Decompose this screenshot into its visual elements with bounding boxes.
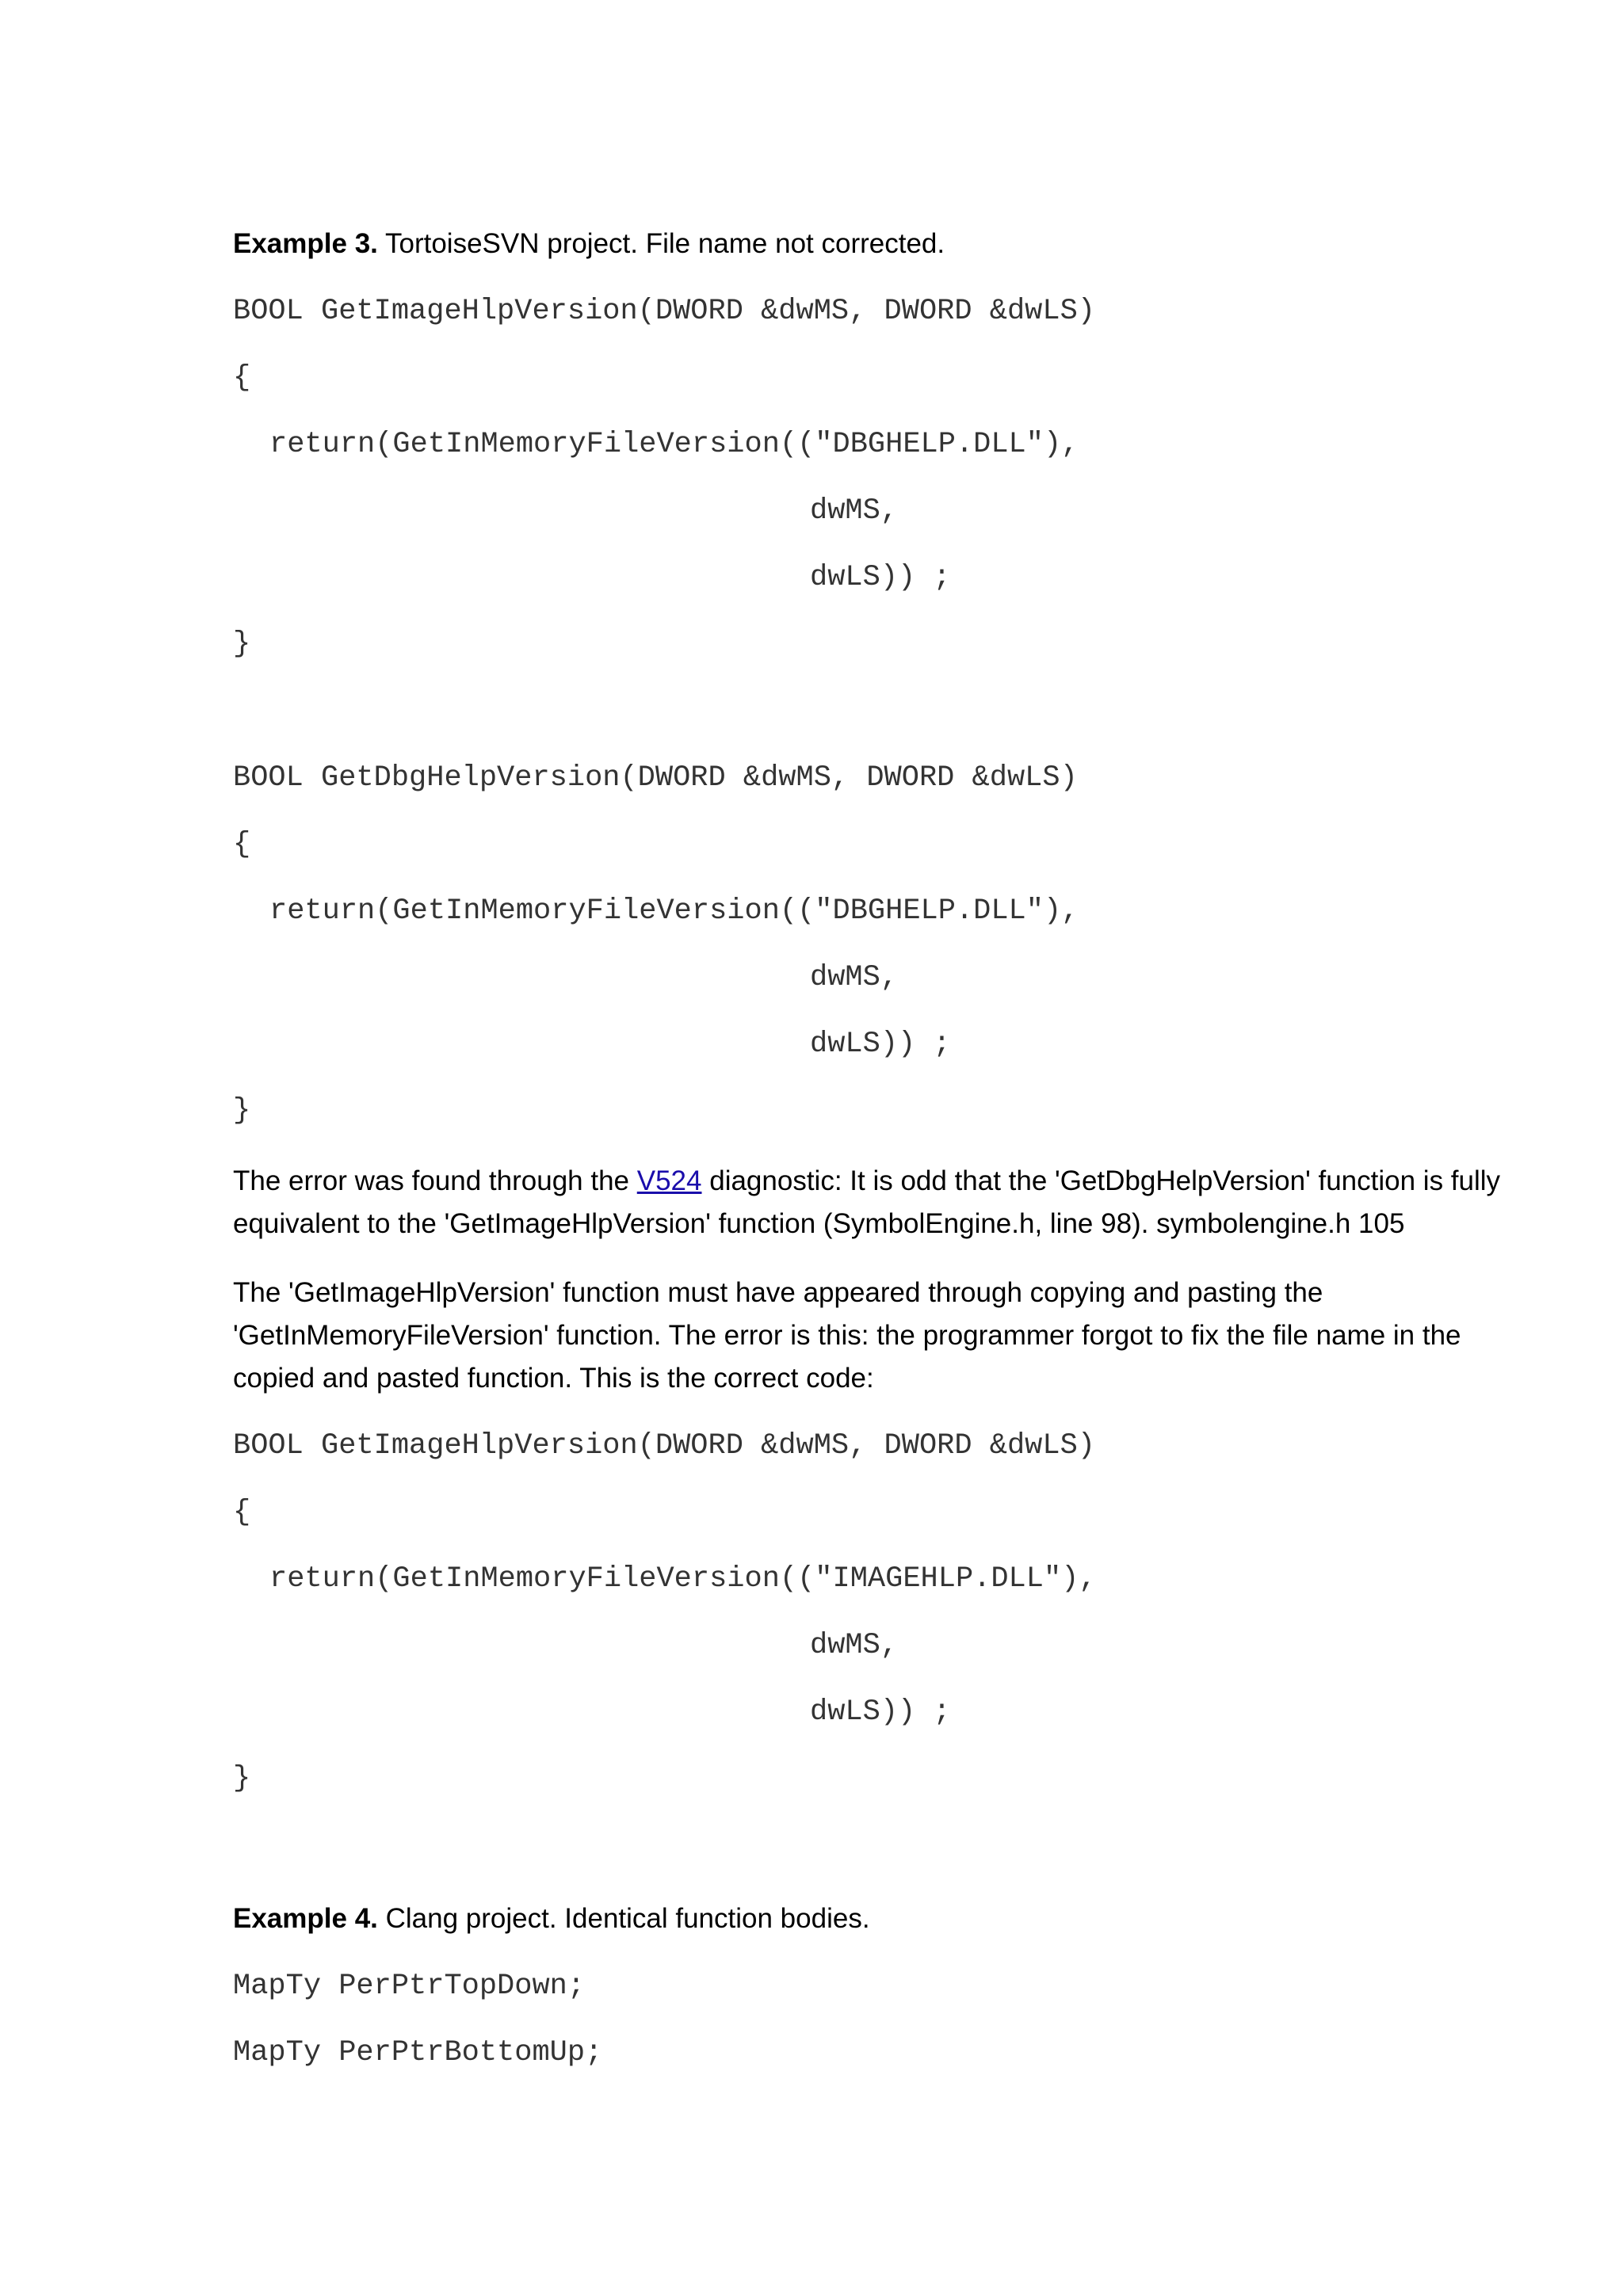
- para-text: The error was found through the: [233, 1165, 637, 1196]
- code-line: dwLS)) ;: [810, 1695, 951, 1729]
- diagnostic-paragraph: [233, 1160, 1533, 1245]
- code-line: MapTy PerPtrTopDown;: [233, 1970, 586, 2003]
- code-line: BOOL GetImageHlpVersion(DWORD &dwMS, DWORD &dwLS): [233, 1429, 1095, 1463]
- code-line: {: [233, 1496, 251, 1529]
- code-line: }: [233, 1762, 251, 1795]
- code-line: }: [233, 627, 251, 661]
- code-line: dwLS)) ;: [810, 1028, 951, 1061]
- para-text: diagnostic: It is odd that the 'GetDbgHelpVersion' function is fully equivalent to the 'GetImageHlpVersion' function (SymbolEngine.h, line 98). symbolengine.h 105: [233, 1165, 1501, 1239]
- code-line: dwMS,: [810, 961, 899, 994]
- code-line: dwMS,: [810, 494, 899, 528]
- code-line: MapTy PerPtrBottomUp;: [233, 2036, 603, 2069]
- example-4-label: Example 4.: [233, 1903, 378, 1934]
- code-line: {: [233, 361, 251, 395]
- code-line: return(GetInMemoryFileVersion(("DBGHELP.DLL"),: [269, 894, 1079, 928]
- code-line: dwLS)) ;: [810, 561, 951, 594]
- v524-link[interactable]: V524: [636, 1165, 702, 1196]
- code-line: BOOL GetImageHlpVersion(DWORD &dwMS, DWORD &dwLS): [233, 295, 1095, 328]
- example-4-text: Clang project. Identical function bodies.: [377, 1903, 870, 1934]
- code-line: BOOL GetDbgHelpVersion(DWORD &dwMS, DWORD &dwLS): [233, 761, 1078, 795]
- example-3-heading: [233, 223, 945, 265]
- explanation-paragraph: The 'GetImageHlpVersion' function must have appeared through copying and pasting the 'GetInMemoryFileVersion' function. The error is this: the programmer forgot to fix the file name in the copied and pasted function. This is the correct code:: [233, 1277, 1461, 1394]
- code-line: return(GetInMemoryFileVersion(("DBGHELP.DLL"),: [269, 428, 1079, 461]
- example-3-label: Example 3.: [233, 228, 378, 259]
- example-3-text: TortoiseSVN project. File name not corrected.: [377, 228, 945, 259]
- code-line: {: [233, 828, 251, 861]
- code-line: dwMS,: [810, 1629, 899, 1662]
- code-line: return(GetInMemoryFileVersion(("IMAGEHLP.DLL"),: [269, 1562, 1097, 1596]
- code-line: }: [233, 1094, 251, 1127]
- example-4-heading: [233, 1897, 870, 1940]
